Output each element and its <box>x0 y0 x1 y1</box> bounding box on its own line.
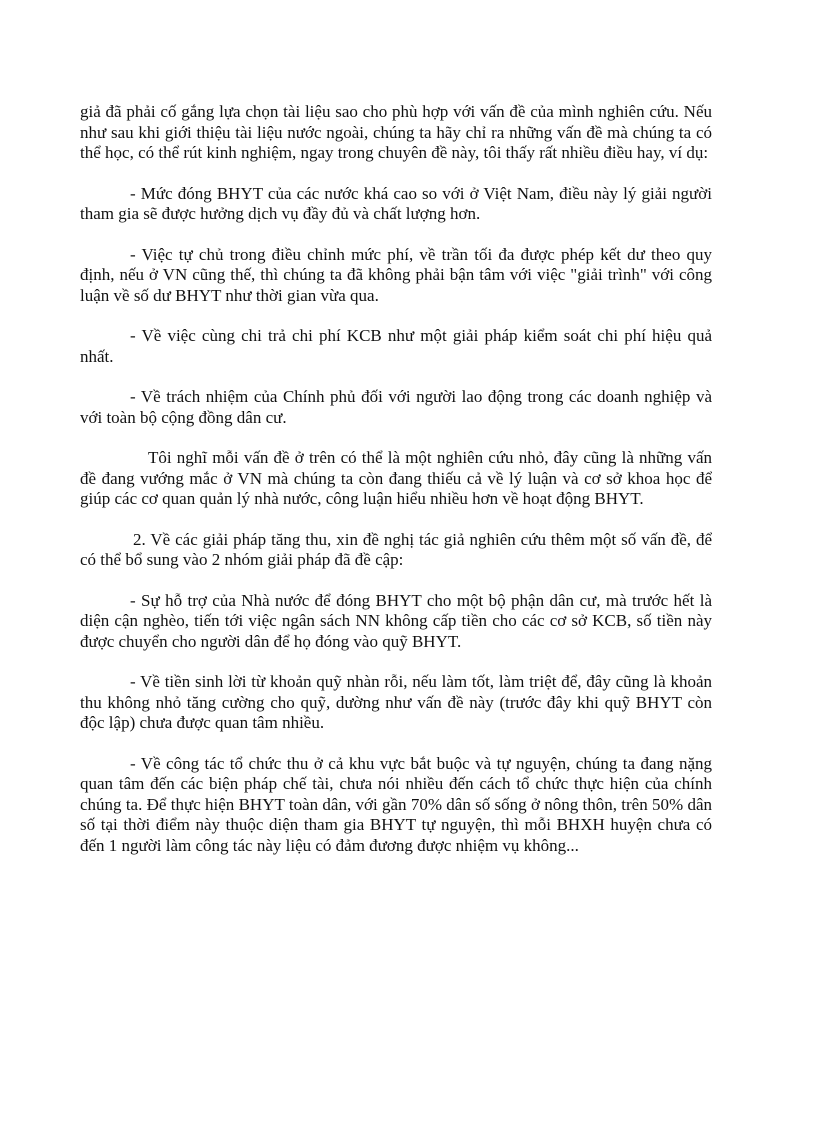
paragraph-bullet-state-support: - Sự hỗ trợ của Nhà nước để đóng BHYT cho một bộ phận dân cư, mà trước hết là diện cận nghèo, tiến tới việc ngân sách NN không cấp tiền cho các cơ sở KCB, số tiền này được chuyển cho người dân để họ đóng vào quỹ BHYT. <box>80 590 712 651</box>
paragraph-bullet-co-payment: - Về việc cùng chi trả chi phí KCB như một giải pháp kiểm soát chi phí hiệu quả nhất. <box>80 326 712 366</box>
document-page <box>80 102 712 876</box>
paragraph-opinion: Tôi nghĩ mỗi vấn đề ở trên có thể là một nghiên cứu nhỏ, đây cũng là những vấn đề đang vướng mắc ở VN mà chúng ta còn đang thiếu cả về lý luận và cơ sở khoa học để giúp các cơ quan quản lý nhà nước, công luận hiểu nhiều hơn về hoạt động BHYT. <box>80 448 712 508</box>
paragraph-bullet-government-responsibility: - Về trách nhiệm của Chính phủ đối với người lao động trong các doanh nghiệp và với toàn bộ cộng đồng dân cư. <box>80 387 712 427</box>
paragraph-intro: giả đã phải cố gắng lựa chọn tài liệu sao cho phù hợp với vấn đề của mình nghiên cứu. Nếu như sau khi giới thiệu tài liệu nước ngoài, chúng ta hãy chỉ ra những vấn đề mà chúng ta có thể học, có thể rút kinh nghiệm, ngay trong chuyên đề này, tôi thấy rất nhiều điều hay, ví dụ: <box>80 102 712 162</box>
paragraph-bullet-idle-fund-returns: - Về tiền sinh lời từ khoản quỹ nhàn rỗi, nếu làm tốt, làm triệt để, đây cũng là khoản thu không nhỏ tăng cường cho quỹ, dường như vấn đề này (trước đây khi quỹ BHYT còn độc lập) chưa được quan tâm nhiều. <box>80 672 712 732</box>
paragraph-section-2: 2. Về các giải pháp tăng thu, xin đề nghị tác giả nghiên cứu thêm một số vấn đề, để có thể bổ sung vào 2 nhóm giải pháp đã đề cập: <box>80 529 712 569</box>
paragraph-bullet-fee-autonomy: - Việc tự chủ trong điều chỉnh mức phí, về trần tối đa được phép kết dư theo quy định, nếu ở VN cũng thế, thì chúng ta đã không phải bận tâm với việc "giải trình" với công luận về số dư BHYT như thời gian vừa qua. <box>80 244 712 305</box>
paragraph-bullet-contribution-rate: - Mức đóng BHYT của các nước khá cao so với ở Việt Nam, điều này lý giải người tham gia sẽ được hưởng dịch vụ đầy đủ và chất lượng hơn. <box>80 183 712 223</box>
paragraph-bullet-collection-organization: - Về công tác tổ chức thu ở cả khu vực bắt buộc và tự nguyện, chúng ta đang nặng quan tâm đến các biện pháp chế tài, chưa nói nhiều đến cách tổ chức thực hiện của chính chúng ta. Để thực hiện BHYT toàn dân, với gần 70% dân số sống ở nông thôn, trên 50% dân số tại thời điểm này thuộc diện tham gia BHYT tự nguyện, thì mỗi BHXH huyện chưa có đến 1 người làm công tác này liệu có đảm đương được nhiệm vụ không... <box>80 753 712 855</box>
